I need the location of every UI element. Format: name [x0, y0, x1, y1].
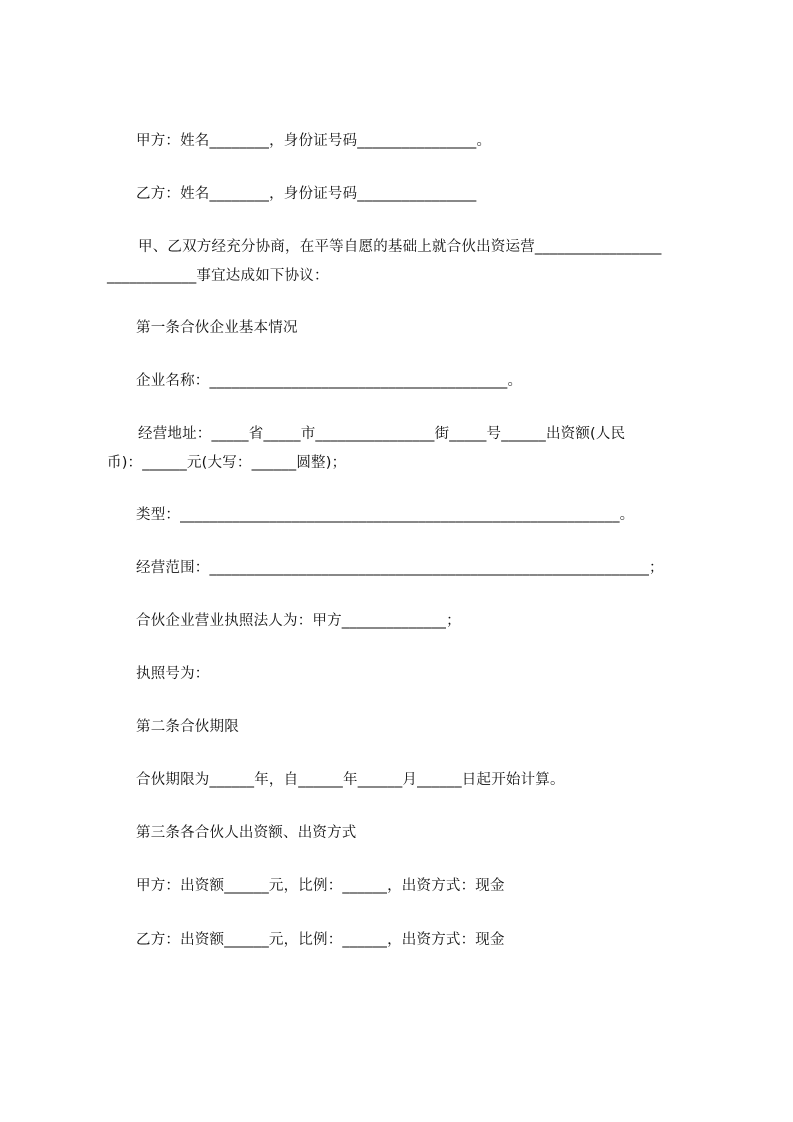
preamble-line-1: 甲、乙双方经充分协商，在平等自愿的基础上就合伙出资运营_________________ — [138, 239, 662, 255]
party-b-contribution-line: 乙方：出资额______元，比例：______，出资方式：现金 — [136, 932, 505, 948]
article-3-heading: 第三条各合伙人出资额、出资方式 — [136, 825, 357, 841]
party-a-line: 甲方：姓名________，身份证号码________________。 — [136, 133, 492, 149]
party-a-contribution-line: 甲方：出资额______元，比例：______，出资方式：现金 — [136, 878, 505, 894]
business-address-line-2: 币)：______元(大写：______圆整)； — [107, 455, 347, 471]
preamble-line-2: ____________事宜达成如下协议： — [107, 268, 329, 284]
party-b-line: 乙方：姓名________，身份证号码________________ — [136, 186, 477, 202]
article-2-heading: 第二条合伙期限 — [136, 719, 239, 735]
legal-person-line: 合伙企业营业执照法人为：甲方______________； — [136, 613, 461, 629]
enterprise-name-line: 企业名称：________________________________________。 — [136, 373, 523, 389]
type-line: 类型：___________________________________________________________。 — [136, 507, 635, 523]
business-address-line-1: 经营地址：_____省_____市________________街_____号______出资额(人民 — [138, 426, 626, 442]
partnership-term-line: 合伙期限为______年，自______年______月______日起开始计算。 — [136, 772, 565, 788]
article-1-heading: 第一条合伙企业基本情况 — [136, 320, 298, 336]
business-scope-line: 经营范围：___________________________________________________________； — [136, 560, 664, 576]
license-number-line: 执照号为： — [136, 666, 210, 682]
